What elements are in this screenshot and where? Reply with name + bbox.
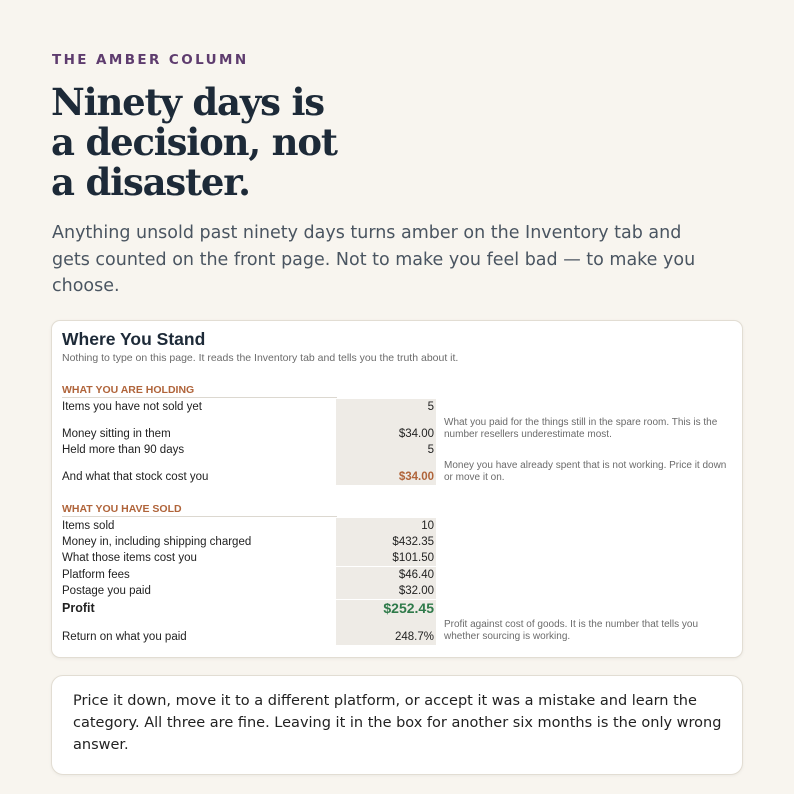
row-label: Postage you paid: [62, 585, 151, 597]
lede-paragraph: Anything unsold past ninety days turns amber on the Inventory tab and gets counted on the front page. Not to make you feel bad — to make you choose.: [52, 223, 696, 296]
profit-note: Profit against cost of goods. It is the number that tells you whether sourcing is working.: [444, 619, 699, 642]
row-label: Money sitting in them: [62, 428, 171, 440]
sold-row-fees: [62, 567, 442, 583]
profit-label: Profit: [62, 601, 95, 615]
row-label: Items you have not sold yet: [62, 401, 202, 413]
row-value: 10: [336, 518, 436, 534]
sold-row-cost: [62, 550, 442, 566]
sold-row-postage: [62, 583, 442, 599]
row-label: Money in, including shipping charged: [62, 536, 252, 548]
card-subtitle: Nothing to type on this page. It reads the Inventory tab and tells you the truth about it.: [62, 352, 459, 364]
eyebrow: THE AMBER COLUMN: [52, 52, 249, 68]
headline-line-2: a decision, not: [51, 120, 337, 164]
row-value: $46.40: [336, 567, 436, 583]
advice-text: Price it down, move it to a different platform, or accept it was a mistake and learn the category. All three are fine. Leaving it in the box for another six months is the only wrong answer.: [73, 693, 722, 753]
advice-card: [51, 675, 743, 775]
row-label: And what that stock cost you: [62, 471, 209, 483]
row-value: $32.00: [336, 583, 436, 599]
row-label: Held more than 90 days: [62, 444, 185, 456]
row-label: What those items cost you: [62, 552, 197, 564]
row-label: Platform fees: [62, 569, 130, 581]
holding-heading: WHAT YOU ARE HOLDING: [62, 384, 195, 396]
holding-row-unsold: [62, 399, 442, 415]
row-value: 5: [336, 399, 436, 415]
headline-line-1: Ninety days is: [51, 80, 324, 124]
holding-note-1: What you paid for the things still in the spare room. This is the number resellers underestimate most.: [444, 417, 718, 440]
sold-row-profit: [62, 600, 442, 618]
row-value: 248.7%: [336, 618, 436, 645]
sold-divider: [62, 516, 337, 517]
row-value: $34.00: [336, 415, 436, 442]
headline-line-3: a disaster.: [51, 160, 250, 204]
profit-value: $252.45: [336, 600, 436, 618]
row-value: $432.35: [336, 534, 436, 550]
holding-row-money: [62, 426, 442, 442]
sold-row-money-in: [62, 534, 442, 550]
sold-row-items: [62, 518, 442, 534]
row-value: $101.50: [336, 550, 436, 566]
holding-row-over-90: [62, 442, 442, 458]
headline: [51, 82, 471, 202]
row-label: Return on what you paid: [62, 631, 187, 643]
card-title: Where You Stand: [62, 329, 206, 349]
holding-note-2: Money you have already spent that is not working. Price it down or move it on.: [444, 460, 727, 483]
where-you-stand-card: [51, 320, 743, 658]
sold-row-return: [62, 629, 442, 645]
row-value: 5: [336, 442, 436, 458]
sold-heading: WHAT YOU HAVE SOLD: [62, 503, 182, 515]
row-value-amber: $34.00: [336, 458, 436, 485]
holding-divider: [62, 397, 337, 398]
row-label: Items sold: [62, 520, 115, 532]
holding-row-stock-cost: [62, 469, 442, 485]
